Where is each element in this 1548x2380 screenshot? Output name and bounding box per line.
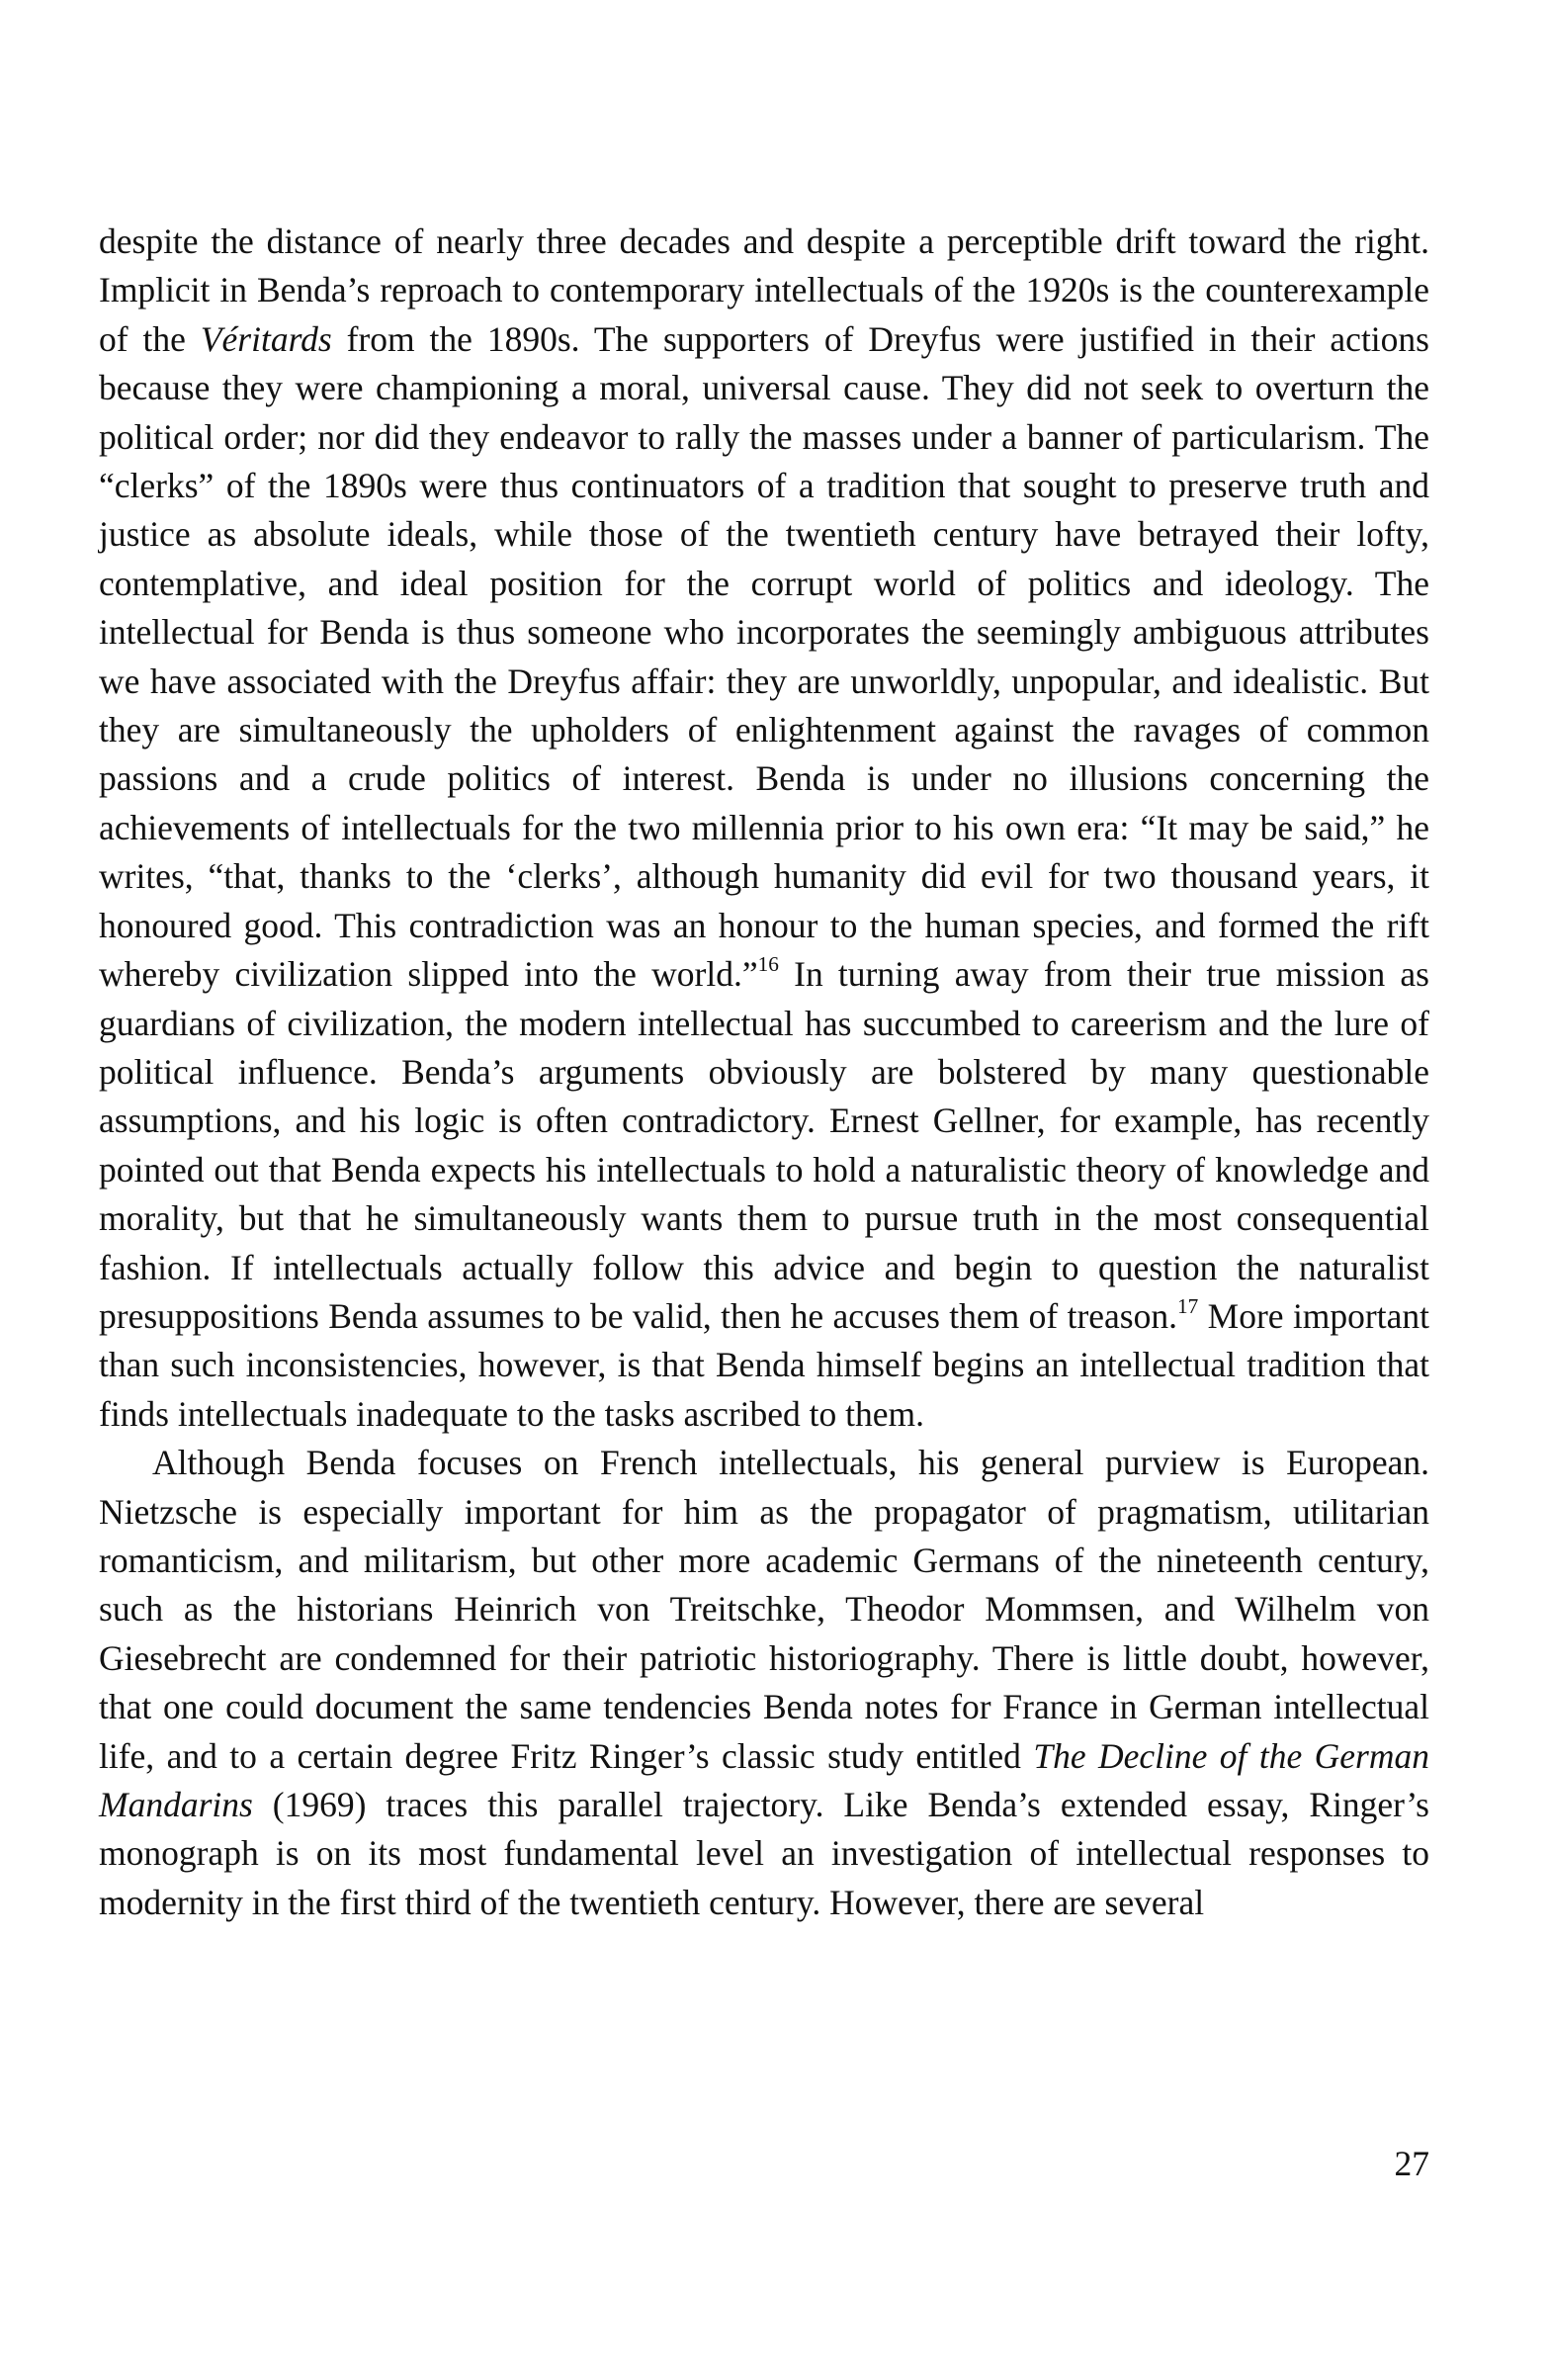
- text-segment: In turning away from their true mission as guardians of civilization, the modern intellectual has succumbed to careerism and the lure of political influence. Benda’s arguments obviously are bolstered by many questionable assumptions, and his logic is often contradictory. Ernest Gellner, for example, has recently pointed out that Benda expects his intellectuals to hold a naturalistic theory of knowledge and morality, but that he simultaneously wants them to pursue truth in the most consequential fashion. If intellectuals actually follow this advice and begin to question the naturalist presuppositions Benda assumes to be valid, then he accuses them of treason.: [99, 954, 1429, 1336]
- document-page: [99, 218, 1429, 1927]
- text-segment: despite the distance of nearly three decades and despite a perceptible drift toward the right. Implicit in Benda’s reproach to contemporary intellectuals of the 1920s is the counterexample of the: [99, 221, 1429, 359]
- text-segment: More important than such inconsistencies, however, is that Benda himself begins an intellectual tradition that finds intellectuals inadequate to the tasks ascribed to them.: [99, 1295, 1429, 1434]
- text-segment: from the 1890s. The supporters of Dreyfus were justified in their actions because they were championing a moral, universal cause. They did not seek to overturn the political order; nor did they endeavor to rally the masses under a banner of particularism. The “clerks” of the 1890s were thus continuators of a tradition that sought to preserve truth and justice as absolute ideals, while those of the twentieth century have betrayed their lofty, contemplative, and ideal position for the corrupt world of politics and ideology. The intellectual for Benda is thus someone who incorporates the seemingly ambiguous attributes we have associated with the Dreyfus affair: they are unworldly, unpopular, and idealistic. But they are simultaneously the upholders of enlightenment against the ravages of common passions and a crude politics of interest. Benda is under no illusions concerning the achievements of intellectuals for the two millennia prior to his own era: “It may be said,” he writes, “that, thanks to the ‘clerks’, although humanity did evil for two thousand years, it honoured good. This contradiction was an honour to the human species, and formed the rift whereby civilization slipped into the world.”: [99, 318, 1429, 995]
- text-segment: Although Benda focuses on French intellectuals, his general purview is European. Nietzsche is especially important for him as the propagator of pragmatism, utilitarian romanticism, and militarism, but other more academic Germans of the nineteenth century, such as the historians Heinrich von Treitschke, Theodor Mommsen, and Wilhelm von Giesebrecht are condemned for their patriotic historiography. There is little doubt, however, that one could document the same tendencies Benda notes for France in German intellectual life, and to a certain degree Fritz Ringer’s classic study entitled: [99, 1443, 1429, 1776]
- italic-book-title: The Decline of the German Mandarins: [99, 1735, 1429, 1824]
- paragraph-2: [99, 1439, 1429, 1927]
- footnote-ref-17[interactable]: 17: [1177, 1293, 1199, 1318]
- page-number: 27: [1394, 2144, 1429, 2183]
- paragraph-1: [99, 218, 1429, 1439]
- italic-term-veritards: Véritards: [200, 318, 332, 359]
- footnote-ref-16[interactable]: 16: [757, 952, 779, 977]
- text-segment: (1969) traces this parallel trajectory. Like Benda’s extended essay, Ringer’s monograph is on its most fundamental level an investigation of intellectual responses to modernity in the first third of the twentieth century. However, there are several: [99, 1785, 1429, 1922]
